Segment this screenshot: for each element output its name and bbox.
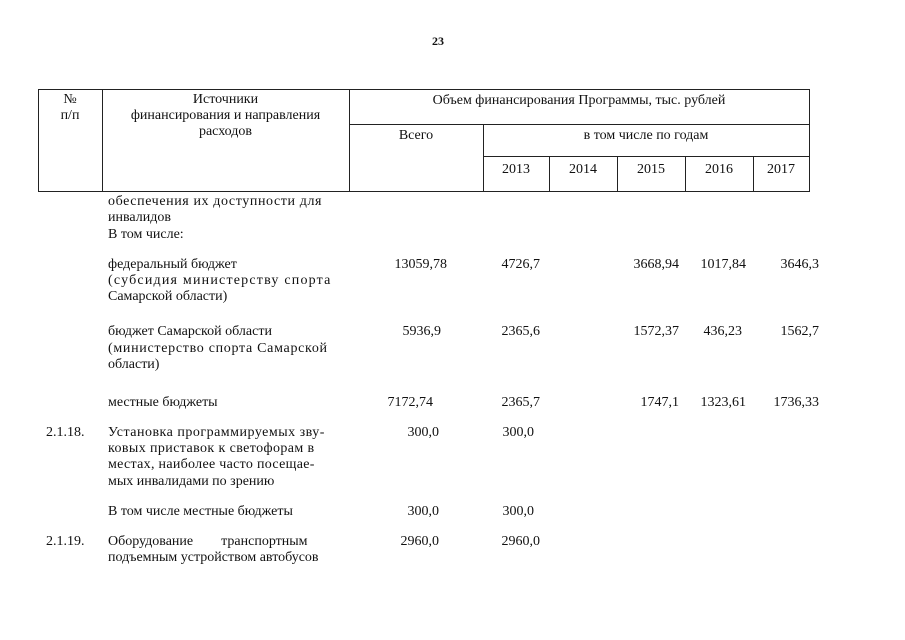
row-text: подъемным устройством автобусов [108,550,319,565]
row-text: ковых приставок к светофорам в [108,441,315,456]
cell-2013: 300,0 [502,425,534,440]
header-year-2016: 2016 [705,162,733,177]
cell-2013: 2365,6 [501,324,540,339]
cell-2013: 4726,7 [501,257,540,272]
page-number: 23 [432,34,444,48]
header-total: Всего [398,128,434,143]
cell-2015: 1572,37 [633,324,679,339]
row-text: В том числе: [108,227,184,242]
cell-2017: 1562,7 [780,324,819,339]
header-num-sub-label: п/п [60,108,80,123]
cell-2013: 2365,7 [501,395,540,410]
header-year-2017: 2017 [767,162,795,177]
row-text: федеральный бюджет [108,257,237,272]
cell-2015: 3668,94 [633,257,679,272]
cell-2013: 300,0 [502,504,534,519]
header-sources-label-2: финансирования и направления [130,108,321,123]
row-text: бюджет Самарской области [108,324,272,339]
cell-2013: 2960,0 [501,534,540,549]
row-text: (министерство спорта Самарской [108,341,328,356]
cell-total: 2960,0 [400,534,439,549]
header-by-years: в том числе по годам [583,128,709,143]
header-year-2013: 2013 [502,162,530,177]
row-text: обеспечения их доступности для [108,194,323,209]
cell-total: 300,0 [407,425,439,440]
header-num-label: № [63,92,77,107]
cell-total: 5936,9 [402,324,441,339]
header-sources-label: Источники [192,92,259,107]
row-text: Установка программируемых зву- [108,425,325,440]
row-number: 2.1.18. [46,425,85,440]
row-text: инвалидов [108,210,171,225]
header-year-2015: 2015 [637,162,665,177]
row-text: мых инвалидами по зрению [108,474,275,489]
row-text: Самарской области) [108,289,228,304]
row-text: Оборудование транспортным [108,534,308,549]
cell-total: 7172,74 [387,395,433,410]
cell-total: 13059,78 [394,257,447,272]
row-text: местные бюджеты [108,395,218,410]
cell-2017: 1736,33 [773,395,819,410]
cell-2016: 1017,84 [700,257,746,272]
cell-2016: 1323,61 [700,395,746,410]
header-sources-label-3: расходов [198,124,253,139]
cell-total: 300,0 [407,504,439,519]
row-text: (субсидия министерству спорта [108,273,332,288]
row-text: области) [108,357,160,372]
cell-2017: 3646,3 [780,257,819,272]
header-year-2014: 2014 [569,162,597,177]
row-text: В том числе местные бюджеты [108,504,293,519]
row-text: местах, наиболее часто посещае- [108,457,315,472]
cell-2015: 1747,1 [640,395,679,410]
row-number: 2.1.19. [46,534,85,549]
header-volume-title: Объем финансирования Программы, тыс. рублей [432,93,726,108]
cell-2016: 436,23 [703,324,742,339]
